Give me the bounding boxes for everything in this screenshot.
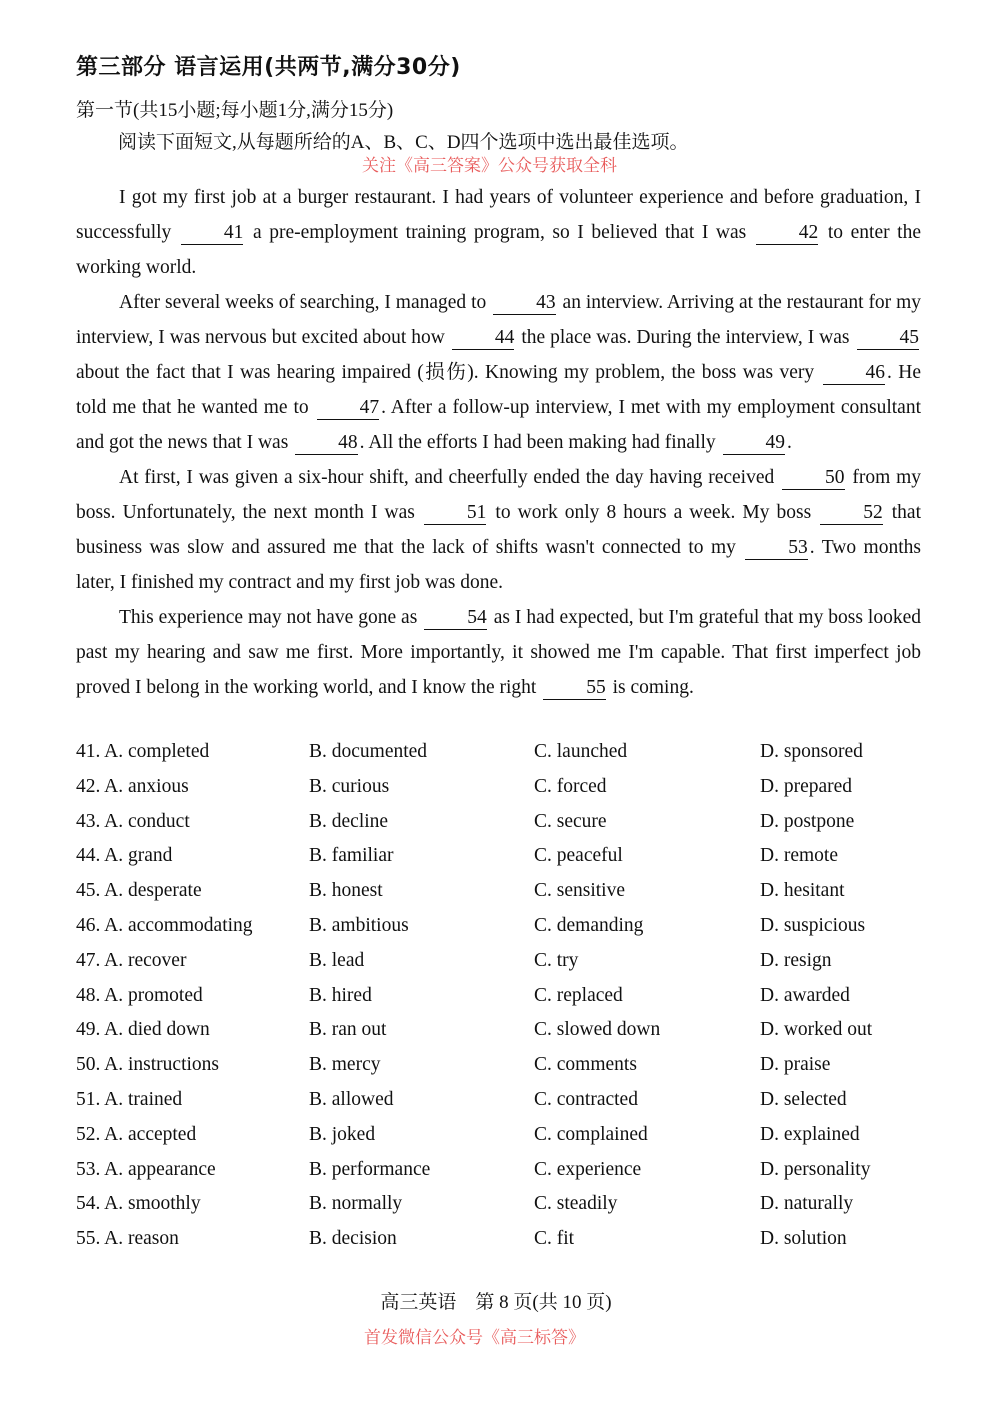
answer-options	[76, 741, 921, 1263]
subsection-title: 第一节(共15小题;每小题1分,满分15分)	[76, 100, 394, 121]
blank-50: 50	[782, 467, 845, 490]
question-row	[76, 1124, 921, 1159]
passage-text: an interview. Arriving at the restaurant for my interview, I was nervous but excited about how	[76, 292, 921, 348]
option-A: 55. A. reason	[76, 1228, 179, 1250]
option-B: B. ambitious	[309, 914, 409, 936]
option-C: C. contracted	[534, 1088, 638, 1110]
option-A: 48. A. promoted	[76, 984, 203, 1006]
option-B: B. allowed	[309, 1088, 394, 1110]
passage-text: . He told me that he wanted me to	[76, 362, 921, 418]
option-D: D. hesitant	[760, 880, 845, 902]
blank-52: 52	[820, 502, 883, 525]
option-D: D. selected	[760, 1088, 847, 1110]
option-D: D. postpone	[760, 810, 855, 832]
passage-text: After several weeks of searching, I managed to	[119, 292, 492, 313]
option-C: C. complained	[534, 1123, 648, 1145]
blank-45: 45	[857, 327, 920, 350]
option-D: D. solution	[760, 1228, 847, 1250]
option-B: B. joked	[309, 1123, 376, 1145]
blank-43: 43	[493, 292, 556, 315]
option-A: 54. A. smoothly	[76, 1193, 201, 1215]
option-A: 50. A. instructions	[76, 1054, 220, 1076]
option-A: 49. A. died down	[76, 1019, 210, 1041]
option-A: 45. A. desperate	[76, 880, 202, 902]
option-C: C. comments	[534, 1054, 637, 1076]
passage-text: to enter the working world.	[76, 222, 921, 278]
question-row	[76, 880, 921, 915]
option-A: 43. A. conduct	[76, 810, 190, 832]
option-C: C. forced	[534, 775, 607, 797]
option-D: D. suspicious	[760, 914, 866, 936]
option-D: D. resign	[760, 949, 832, 971]
passage-text: At first, I was given a six-hour shift, and cheerfully ended the day having received	[119, 467, 781, 488]
passage-text: . After a follow-up interview, I met with my employment consultant and got the news that I was	[76, 397, 922, 453]
question-row	[76, 1159, 921, 1194]
option-D: D. worked out	[760, 1019, 873, 1041]
option-C: C. launched	[534, 741, 628, 762]
watermark-text: 关注《高三答案》公众号获取全科	[362, 156, 617, 176]
option-C: C. fit	[534, 1228, 575, 1250]
question-row	[76, 776, 921, 811]
option-A: 41. A. completed	[76, 741, 210, 762]
passage-paragraph	[76, 180, 921, 285]
blank-41: 41	[181, 222, 244, 245]
passage-text: is coming.	[607, 677, 694, 698]
option-C: C. peaceful	[534, 845, 623, 867]
option-B: B. familiar	[309, 845, 394, 867]
question-row	[76, 845, 921, 880]
option-D: D. remote	[760, 845, 838, 867]
passage-text: . Two months later, I finished my contract and my first job was done.	[76, 537, 921, 593]
option-B: B. documented	[309, 741, 428, 762]
blank-53: 53	[745, 537, 808, 560]
passage-paragraph	[76, 600, 921, 705]
option-B: B. performance	[309, 1158, 431, 1180]
watermark-text: 首发微信公众号《高三标答》	[364, 1327, 585, 1348]
blank-46: 46	[823, 362, 886, 385]
option-B: B. normally	[309, 1193, 403, 1215]
passage-text: . All the efforts I had been making had finally	[359, 432, 721, 453]
option-A: 51. A. trained	[76, 1088, 183, 1110]
question-row	[76, 1228, 921, 1263]
passage-text: about the fact that I was hearing impaired (损伤). Knowing my problem, the boss was very	[76, 362, 821, 383]
question-row	[76, 915, 921, 950]
option-D: D. sponsored	[760, 741, 863, 762]
option-B: B. mercy	[309, 1054, 381, 1076]
option-A: 47. A. recover	[76, 949, 187, 971]
blank-55: 55	[543, 677, 606, 700]
option-D: D. personality	[760, 1158, 871, 1180]
option-A: 44. A. grand	[76, 845, 173, 867]
blank-44: 44	[452, 327, 515, 350]
option-D: D. prepared	[760, 775, 853, 797]
option-B: B. decline	[309, 810, 389, 832]
option-B: B. honest	[309, 880, 383, 902]
question-row	[76, 950, 921, 985]
passage-text: as I had expected, but I'm grateful that my boss looked past my hearing and saw me first. More importantly, it showed me I'm capable. That first imperfect job proved I belong in the working world, and I know the right	[76, 607, 921, 698]
passage-text: from my boss. Unfortunately, the next month I was	[76, 467, 921, 523]
blank-54: 54	[424, 607, 487, 630]
option-C: C. try	[534, 949, 579, 971]
option-A: 46. A. accommodating	[76, 914, 253, 936]
passage-paragraph	[76, 285, 921, 460]
option-B: B. ran out	[309, 1019, 387, 1041]
option-C: C. demanding	[534, 914, 644, 936]
option-C: C. secure	[534, 810, 607, 832]
section-title: 第三部分 语言运用(共两节,满分30分)	[76, 55, 461, 80]
blank-48: 48	[295, 432, 358, 455]
question-row	[76, 1054, 921, 1089]
option-C: C. replaced	[534, 984, 623, 1006]
passage-text: This experience may not have gone as	[119, 607, 423, 628]
question-row	[76, 811, 921, 846]
option-A: 53. A. appearance	[76, 1158, 216, 1180]
passage-text: a pre-employment training program, so I believed that I was	[245, 222, 754, 243]
cloze-passage	[76, 180, 921, 705]
passage-text: the place was. During the interview, I was	[516, 327, 855, 348]
option-D: D. awarded	[760, 984, 850, 1006]
question-row	[76, 741, 921, 776]
option-A: 52. A. accepted	[76, 1123, 197, 1145]
blank-51: 51	[424, 502, 487, 525]
passage-text: .	[787, 432, 792, 453]
option-B: B. curious	[309, 775, 390, 797]
blank-49: 49	[723, 432, 786, 455]
option-C: C. steadily	[534, 1193, 618, 1215]
passage-text: that business was slow and assured me that the lack of shifts wasn't connected to my	[76, 502, 921, 558]
option-D: D. naturally	[760, 1193, 854, 1215]
option-B: B. hired	[309, 984, 372, 1006]
question-row	[76, 985, 921, 1020]
option-D: D. praise	[760, 1054, 831, 1076]
question-row	[76, 1193, 921, 1228]
passage-paragraph	[76, 460, 921, 600]
option-C: C. sensitive	[534, 880, 625, 902]
option-D: D. explained	[760, 1123, 860, 1145]
question-row	[76, 1089, 921, 1124]
option-C: C. slowed down	[534, 1019, 661, 1041]
passage-text: to work only 8 hours a week. My boss	[488, 502, 819, 523]
page-body	[76, 180, 921, 1348]
blank-42: 42	[756, 222, 819, 245]
page-footer: 高三英语 第 8 页(共 10 页)	[380, 1291, 612, 1313]
option-B: B. decision	[309, 1228, 397, 1250]
instruction: 阅读下面短文,从每题所给的A、B、C、D四个选项中选出最佳选项。	[118, 132, 689, 153]
question-row	[76, 1019, 921, 1054]
option-C: C. experience	[534, 1158, 642, 1180]
option-A: 42. A. anxious	[76, 775, 189, 797]
blank-47: 47	[317, 397, 380, 420]
option-B: B. lead	[309, 949, 365, 971]
passage-text: I got my first job at a burger restaurant. I had years of volunteer experience and before graduation, I successfully	[76, 187, 921, 243]
